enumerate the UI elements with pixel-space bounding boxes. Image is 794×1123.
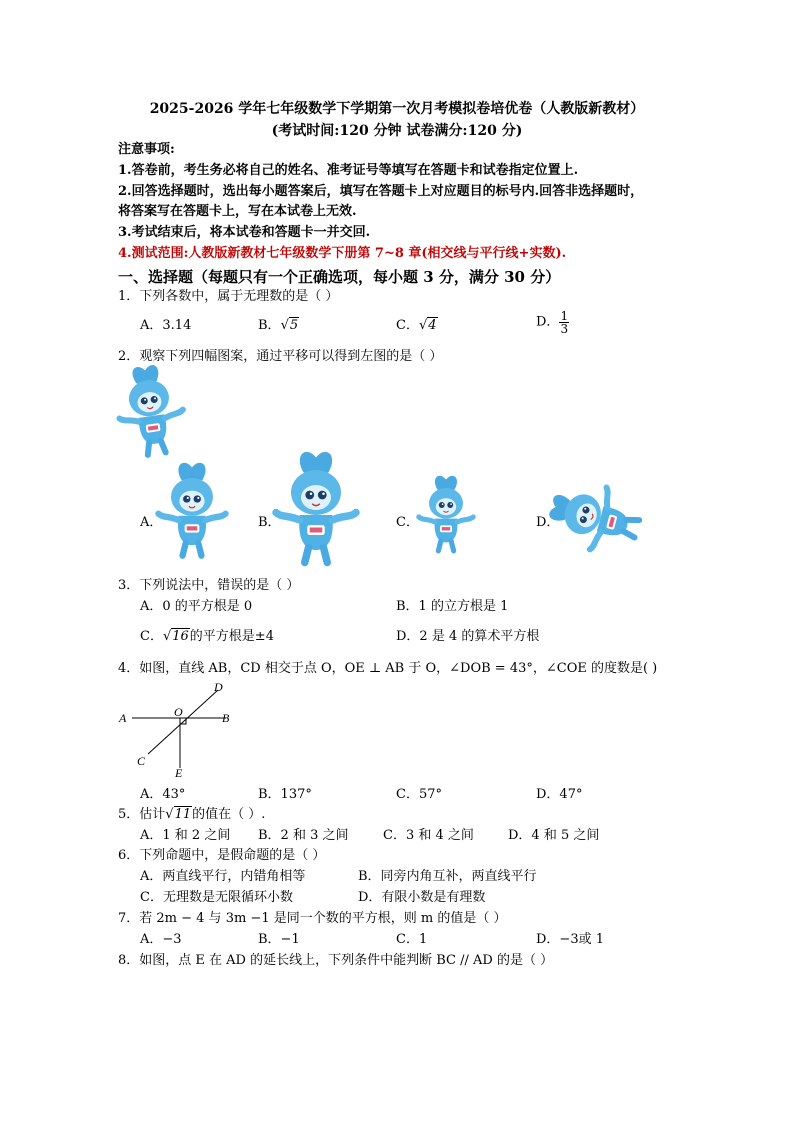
q1-option-a: A．3.14: [140, 318, 192, 333]
q4-option-d: D．47°: [536, 787, 583, 802]
q1-stem: 1．下列各数中，属于无理数的是（ ）: [118, 289, 339, 304]
q1-option-c: C．√4: [396, 318, 437, 333]
q3-stem: 3．下列说法中，错误的是（ ）: [118, 578, 300, 593]
note-1: 1.答卷前，考生务必将自己的姓名、准考证号等填写在答题卡和试卷指定位置上.: [118, 163, 579, 178]
q4-figure: [132, 690, 226, 768]
q2-option-d: D．: [536, 515, 560, 530]
q4-option-a: A．43°: [140, 787, 186, 802]
q4-option-b: B．137°: [258, 787, 312, 802]
q3-option-b: B．1 的立方根是 1: [396, 599, 509, 614]
q2-option-c: C．: [396, 515, 419, 530]
q6-option-d: D．有限小数是有理数: [358, 890, 486, 905]
q7-option-a: A．−3: [140, 932, 182, 947]
q5-option-c: C．3 和 4 之间: [383, 828, 474, 843]
note-2a: 2.回答选择题时，选出每小题答案后，填写在答题卡上对应题目的标号内.回答非选择题时，: [118, 184, 644, 199]
section-heading: 一、选择题（每题只有一个正确选项，每小题 3 分，满分 30 分）: [118, 268, 561, 286]
note-2b: 将答案写在答题卡上，写在本试卷上无效.: [118, 204, 357, 219]
q2-option-c-mascot: [419, 476, 473, 551]
q2-stem: 2．观察下列四幅图案，通过平移可以得到左图的是（ ）: [118, 349, 443, 364]
q2-option-b-mascot: [276, 452, 356, 563]
label-d: D: [214, 680, 223, 694]
note-3: 3.考试结束后，将本试卷和答题卡一并交回.: [118, 225, 371, 240]
q5-option-d: D．4 和 5 之间: [508, 828, 600, 843]
label-a: A: [119, 711, 127, 725]
label-c: C: [137, 754, 146, 768]
q6-stem: 6．下列命题中，是假命题的是（ ）: [118, 848, 326, 863]
q3-option-a: A．0 的平方根是 0: [140, 599, 253, 614]
notes-heading: 注意事项:: [118, 142, 175, 157]
q2-reference-mascot: [113, 362, 189, 459]
q7-option-c: C．1: [396, 932, 428, 947]
label-e: E: [175, 766, 183, 780]
q5-option-a: A．1 和 2 之间: [140, 828, 231, 843]
q7-option-d: D．−3或 1: [536, 932, 604, 947]
q1-option-d: D． $\frac{1}{3}$: [536, 309, 569, 336]
line-cd: [148, 690, 218, 754]
label-o: O: [174, 705, 183, 719]
q4-option-c: C．57°: [396, 787, 442, 802]
q7-option-b: B．−1: [258, 932, 300, 947]
q2-option-a: A．: [140, 515, 163, 530]
q2-option-b: B．: [258, 515, 281, 530]
q6-option-b: B．同旁内角互补，两直线平行: [358, 869, 537, 884]
q6-option-c: C．无理数是无限循环小数: [140, 890, 293, 905]
q7-stem: 7．若 2m − 4 与 3m −1 是同一个数的平方根，则 m 的值是（ ）: [118, 911, 507, 926]
page-title: 2025-2026 学年七年级数学下学期第一次月考模拟卷培优卷（人教版新教材）: [149, 101, 645, 117]
page-subtitle: (考试时间:120 分钟 试卷满分:120 分): [271, 123, 523, 139]
q3-option-c: C．√16的平方根是±4: [140, 629, 274, 644]
label-b: B: [222, 711, 230, 725]
q2-option-a-mascot: [158, 463, 225, 556]
note-4-scope: 4.测试范围:人教版新教材七年级数学下册第 7~8 章(相交线与平行线+实数).: [118, 246, 567, 261]
q5-stem: 5．估计√11的值在（ ）.: [118, 807, 266, 822]
q5-option-b: B．2 和 3 之间: [258, 828, 349, 843]
q1-option-b: B．√5: [258, 318, 299, 333]
q6-option-a: A．两直线平行，内错角相等: [140, 869, 306, 884]
q3-option-d: D．2 是 4 的算术平方根: [396, 629, 540, 644]
q4-stem: 4．如图，直线 AB，CD 相交于点 O，OE ⊥ AB 于 O，∠DOB = 43°，∠COE 的度数是( ): [118, 661, 658, 676]
q8-stem: 8．如图，点 E 在 AD 的延长线上，下列条件中能判断 BC // AD 的是（ ）: [118, 953, 554, 968]
